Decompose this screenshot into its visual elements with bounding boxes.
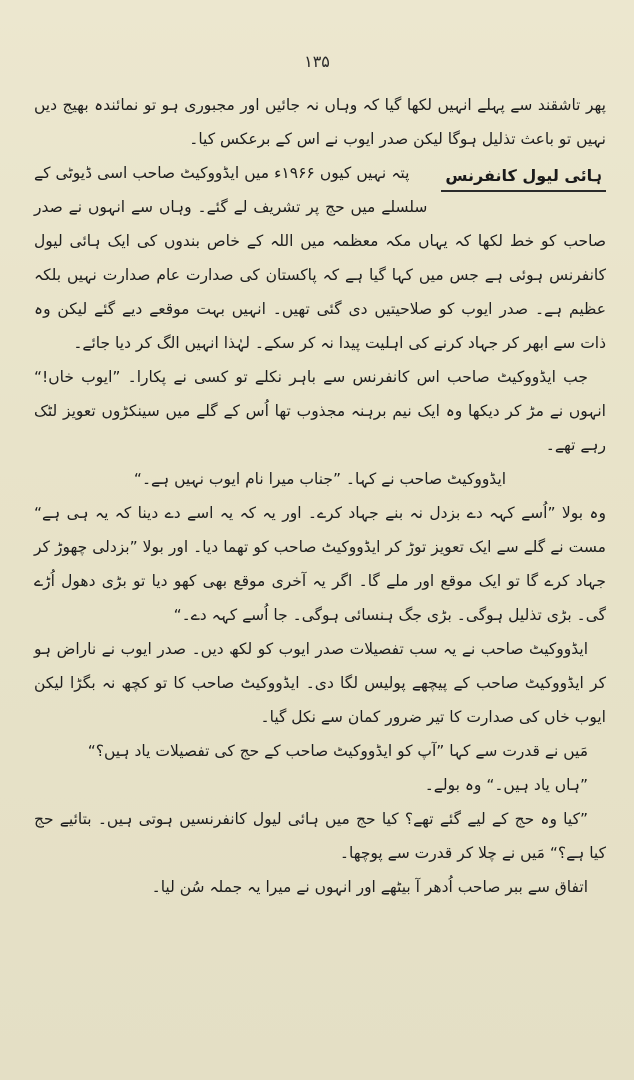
section-heading: ہائی لیول کانفرنس — [441, 162, 606, 192]
section-high-level-conference — [34, 156, 606, 360]
paragraph-question: مَیں نے قدرت سے کہا ”آپ کو ایڈووکیٹ صاحب کے حج کی تفصیلات یاد ہیں؟“ — [87, 742, 588, 760]
paragraph-majzoob-message: وہ بولا ”اُسے کہہ دے بزدل نہ بنے جہاد کرے۔ اور یہ کہ یہ اسے دے دینا کہ یہ ہی ہے“ مست نے گلے سے ایک تعویز توڑ کر ایڈووکیٹ صاحب کو تھما دیا۔ اور بولا ”بزدلی چھوڑ کر جہاد کرے گا تو ایک موقع اور ملے گا۔ اگر یہ آخری موقع بھی کھو دیا تو بڑی دھول اُڑے گی۔ بڑی تذلیل ہوگی۔ بڑی جگ ہنسائی ہوگی۔ جا اُسے کہہ دے۔“ — [34, 504, 606, 624]
paragraph-advocate-reply: ایڈووکیٹ صاحب نے کہا۔ ”جناب میرا نام ایوب نہیں ہے۔“ — [133, 470, 507, 488]
paragraph-closing: اتفاق سے ببر صاحب اُدھر آ بیٹھے اور انہوں نے میرا یہ جملہ سُن لیا۔ — [151, 878, 588, 896]
paragraph-reply: ”ہاں یاد ہیں۔“ وہ بولے۔ — [424, 776, 588, 794]
opening-paragraph: پھر تاشقند سے پہلے انہیں لکھا گیا کہ وہاں نہ جائیں اور مجبوری ہو تو نمائندہ بھیج دیں نہیں تو باعث تذلیل ہوگا لیکن صدر ایوب نے اس کے برعکس کیا۔ — [34, 96, 606, 148]
paragraph-majzoob: جب ایڈووکیٹ صاحب اس کانفرنس سے باہر نکلے تو کسی نے پکارا۔ ”ایوب خاں!“ انہوں نے مڑ کر دیکھا وہ ایک نیم برہنہ مجذوب تھا اُس کے گلے میں سینکڑوں تعویز لٹک رہے تھے۔ — [34, 368, 606, 454]
page-body — [34, 88, 606, 904]
page-number: ۱۳۵ — [304, 52, 330, 71]
paragraph-hajj-question: ”کیا وہ حج کے لیے گئے تھے؟ کیا حج میں ہائی لیول کانفرنسیں ہوتی ہیں۔ بتائیے حج کیا ہے؟“ مَیں نے چلا کر قدرت سے پوچھا۔ — [34, 810, 606, 862]
paragraph-police: ایڈووکیٹ صاحب نے یہ سب تفصیلات صدر ایوب کو لکھ دیں۔ صدر ایوب نے ناراض ہو کر ایڈووکیٹ صاحب کے پیچھے پولیس لگا دی۔ ایڈووکیٹ صاحب کا تو کچھ نہ بگڑا لیکن ایوب خاں کی صدارت کا تیر ضرور کمان سے نکل گیا۔ — [34, 640, 606, 726]
section-lead-paragraph: پتہ نہیں کیوں ۱۹۶۶ء میں ایڈووکیٹ صاحب اسی ڈیوٹی کے سلسلے میں حج پر تشریف لے گئے۔ وہاں سے انہوں نے صدر صاحب کو خط لکھا کہ یہاں مکہ معظمہ میں اللہ کے خاص بندوں کی ایک ہائی لیول کانفرنس ہوئی ہے جس میں کہا گیا ہے کہ پاکستان کی صدارت عام صدارت نہیں بلکہ عظیم ہے۔ صدر ایوب کو صلاحیتیں دی گئی تھیں۔ انہیں بہت موقعے دیے گئے لیکن وہ ذات سے ابھر کر جہاد کرنے کی اہلیت پیدا نہ کر سکے۔ لہٰذا انہیں الگ کر دیا جائے۔ — [34, 164, 606, 352]
